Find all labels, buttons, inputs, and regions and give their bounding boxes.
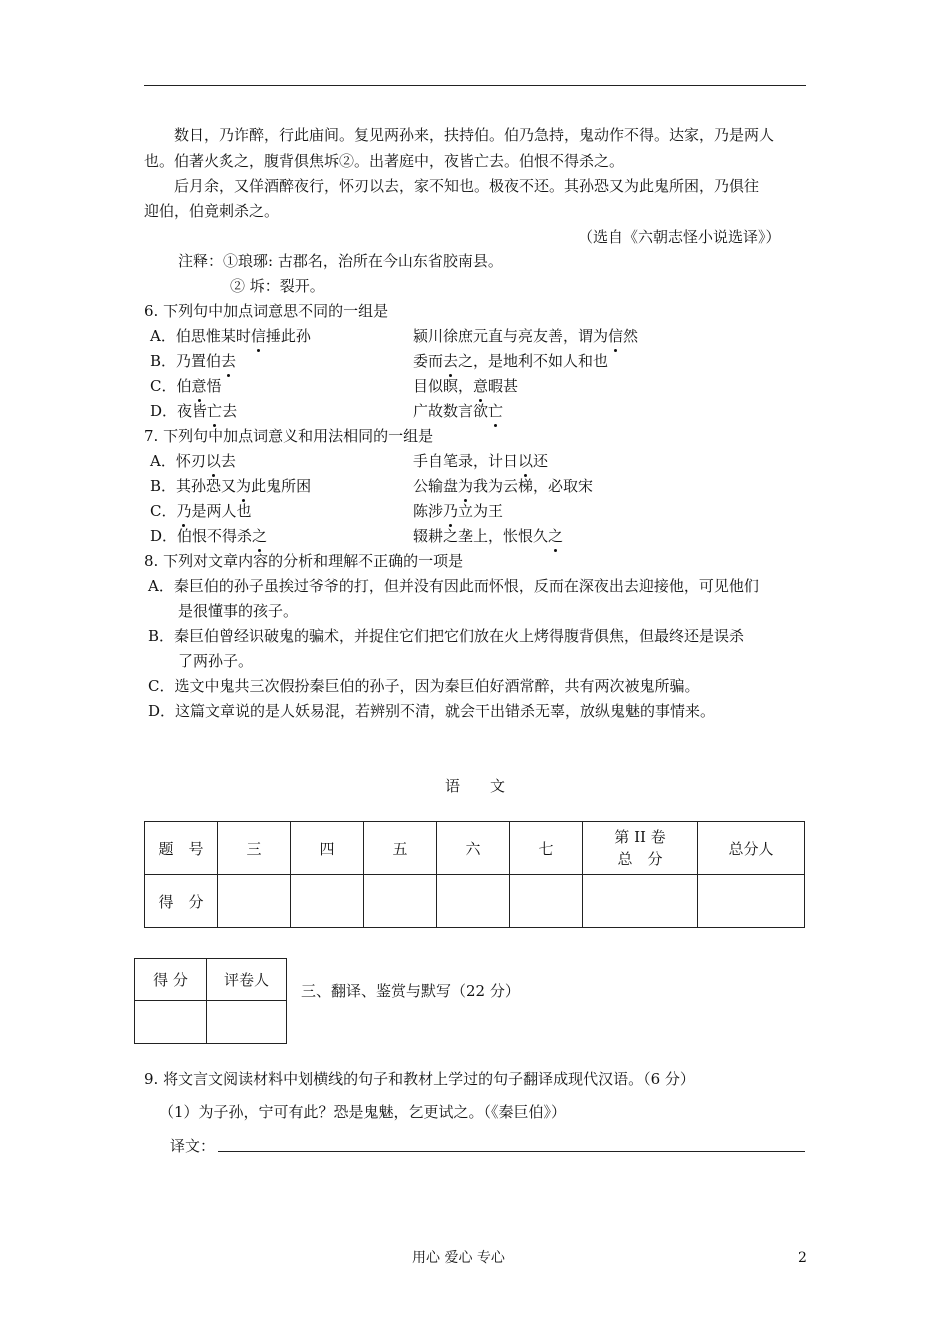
score-blank[interactable] (510, 875, 583, 928)
option-text: 颍川徐庶元直与亮友善，谓为 (413, 327, 609, 345)
option-text: 捶此孙 (265, 327, 311, 345)
grader-name-blank[interactable] (207, 1001, 287, 1044)
grader-pingjuanren-label: 评卷人 (207, 959, 287, 1001)
q6-stem: 6. 下列句中加点词意思不同的一组是 (144, 302, 389, 320)
option-text: 目似瞑， (413, 377, 474, 395)
passage-paragraph-1 (144, 123, 808, 148)
option-text: 手自笔录，计日 (413, 452, 519, 470)
option-letter: C． (150, 502, 177, 520)
header-rule (144, 85, 806, 86)
dotted-word: 以 (205, 452, 221, 470)
q8-stem: 8. 下列对文章内容的分析和理解不正确的一项是 (144, 552, 464, 570)
option-text: 是两人也 (191, 502, 252, 520)
score-cell-5: 五 (364, 822, 437, 875)
score-blank[interactable] (583, 875, 698, 928)
passage-p1-line2: 也。伯著火炙之，腹背俱焦坼②。出著庭中，夜皆亡去。伯恨不得杀之。 (144, 152, 625, 170)
dotted-word: 乃 (176, 502, 192, 520)
q7-stem: 7. 下列句中加点词意义和用法相同的一组是 (144, 427, 434, 445)
q9-sub1: （1）为子孙，宁可有此？恐是鬼魅，乞更试之。（《秦巨伯》） (159, 1103, 567, 1121)
dotted-word: 亡 (488, 402, 504, 420)
note-2: ② 坼：裂开。 (230, 277, 325, 295)
q7-option-d-right (413, 525, 563, 547)
q6-option-a-right (413, 325, 638, 347)
score-blank[interactable] (437, 875, 510, 928)
option-text: 立为王 (458, 502, 504, 520)
dotted-word: 信 (250, 327, 266, 345)
score-blank[interactable] (698, 875, 805, 928)
q7-option-c-left (150, 500, 252, 522)
q8-option-b-line2: 了两孙子。 (178, 652, 254, 670)
score-blank[interactable] (218, 875, 291, 928)
option-text: 去 (220, 452, 236, 470)
q9-answer-line[interactable] (218, 1151, 805, 1152)
score-cell-4: 四 (291, 822, 364, 875)
option-letter: C． (150, 377, 177, 395)
grader-score-blank[interactable] (135, 1001, 207, 1044)
q7-option-d-left (150, 525, 267, 547)
option-text: 伯 (176, 377, 192, 395)
q7-option-b-left (150, 475, 311, 497)
option-text: 陈涉 (413, 502, 444, 520)
dotted-word: 乃 (443, 502, 459, 520)
option-text: 悟 (206, 377, 222, 395)
score-cell-grader: 总分人 (698, 822, 805, 875)
q9-translate-label: 译文： (170, 1137, 216, 1155)
option-text: 之，是地利不如人和也 (458, 352, 609, 370)
score-cell-part2-total (583, 822, 698, 875)
grader-table (134, 958, 287, 1044)
option-text: 伯思惟某时 (175, 327, 251, 345)
option-text: 此鬼所困 (251, 477, 312, 495)
score-blank[interactable] (291, 875, 364, 928)
option-letter: D． (150, 402, 178, 420)
score-table-header-row (145, 822, 805, 875)
score-cell-7: 七 (510, 822, 583, 875)
score-cell-6: 六 (437, 822, 510, 875)
q6-option-a-left (150, 325, 311, 347)
grader-defen-label: 得 分 (135, 959, 207, 1001)
option-text: 委而 (413, 352, 444, 370)
dotted-word: 亡 (207, 402, 223, 420)
dotted-word: 之 (252, 527, 268, 545)
option-text: 我为云梯，必取宋 (473, 477, 594, 495)
option-text: 夜皆 (177, 402, 208, 420)
option-text: 广故数言欲 (413, 402, 489, 420)
option-text: 乃置伯 (176, 352, 222, 370)
passage-p1-line1: 数日，乃诈醉，行此庙间。复见两孙来，扶持伯。伯乃急持，鬼动作不得。达家，乃是两人 (174, 126, 775, 144)
dotted-word: 以 (518, 452, 534, 470)
q6-option-b-left (150, 350, 236, 372)
q8-option-b-line1: B．秦巨伯曾经识破鬼的骗术，并捉住它们把它们放在火上烤得腹背俱焦，但最终还是误杀 (148, 627, 745, 645)
option-text: 公输盘 (413, 477, 459, 495)
q8-option-d: D．这篇文章说的是人妖易混，若辨别不清，就会干出错杀无辜，放纵鬼魅的事情来。 (148, 702, 716, 720)
q6-option-d-left (150, 400, 237, 422)
page-number: 2 (798, 1250, 807, 1266)
option-text: 还 (533, 452, 549, 470)
score-cell-3: 三 (218, 822, 291, 875)
footer-motto: 用心 爱心 专心 (412, 1250, 505, 1266)
part2-total-label: 总 分 (617, 850, 663, 868)
option-text: 然 (623, 327, 639, 345)
option-text: 伯恨不得杀 (177, 527, 253, 545)
score-table-score-row (145, 875, 805, 928)
dotted-word: 意 (191, 377, 207, 395)
option-text: 辍耕之垄上，怅恨久 (413, 527, 549, 545)
q9-stem: 9. 将文言文阅读材料中划横线的句子和教材上学过的句子翻译成现代汉语。（6 分） (144, 1070, 695, 1088)
dotted-word: 去 (443, 352, 459, 370)
score-table (144, 821, 805, 928)
q7-option-a-right (413, 450, 548, 472)
score-blank[interactable] (364, 875, 437, 928)
q6-option-d-right (413, 400, 503, 422)
q6-option-c-left (150, 375, 222, 397)
q7-option-a-left (150, 450, 236, 472)
dotted-word: 之 (548, 527, 564, 545)
option-text: 去 (222, 402, 238, 420)
score-row-label: 得 分 (145, 875, 218, 928)
dotted-word: 为 (458, 477, 474, 495)
passage-source: （选自《六朝志怪小说选译》） (578, 228, 781, 246)
passage-p2-line2: 迎伯，伯竟刺杀之。 (144, 202, 280, 220)
q8-option-a-line1: A．秦巨伯的孙子虽挨过爷爷的打，但并没有因此而怀恨，反而在深夜出去迎接他，可见他们 (148, 577, 759, 595)
q6-option-c-right (413, 375, 518, 397)
q6-option-b-right (413, 350, 608, 372)
q7-option-c-right (413, 500, 503, 522)
passage-p2-line1: 后月余，又佯酒醉夜行，怀刃以去，家不知也。极夜不还。其孙恐又为此鬼所困，乃俱往 (174, 177, 760, 195)
option-text: 其孙恐又 (176, 477, 237, 495)
option-text: 暇甚 (488, 377, 519, 395)
q8-option-c: C．选文中鬼共三次假扮秦巨伯的孙子，因为秦巨伯好酒常醉，共有两次被鬼所骗。 (148, 677, 700, 695)
note-1: 注释：①琅琊: 古郡名，治所在今山东省胶南县。 (178, 252, 503, 270)
dotted-word: 去 (221, 352, 237, 370)
q7-option-b-right (413, 475, 593, 497)
q8-option-a-line2: 是很懂事的孩子。 (178, 602, 299, 620)
option-letter: A． (150, 327, 176, 345)
section3-title: 三、翻译、鉴赏与默写（22 分） (301, 982, 520, 1000)
dotted-word: 信 (608, 327, 624, 345)
dotted-word: 为 (236, 477, 252, 495)
option-letter: B． (150, 352, 177, 370)
part2-label: 第 II 卷 (614, 828, 666, 846)
dotted-word: 意 (473, 377, 489, 395)
section-title: 语 文 (445, 777, 506, 795)
option-text: 怀刃 (175, 452, 206, 470)
option-letter: B． (150, 477, 177, 495)
option-letter: D． (150, 527, 178, 545)
score-cell-label-tihao: 题 号 (145, 822, 218, 875)
option-letter: A． (150, 452, 176, 470)
